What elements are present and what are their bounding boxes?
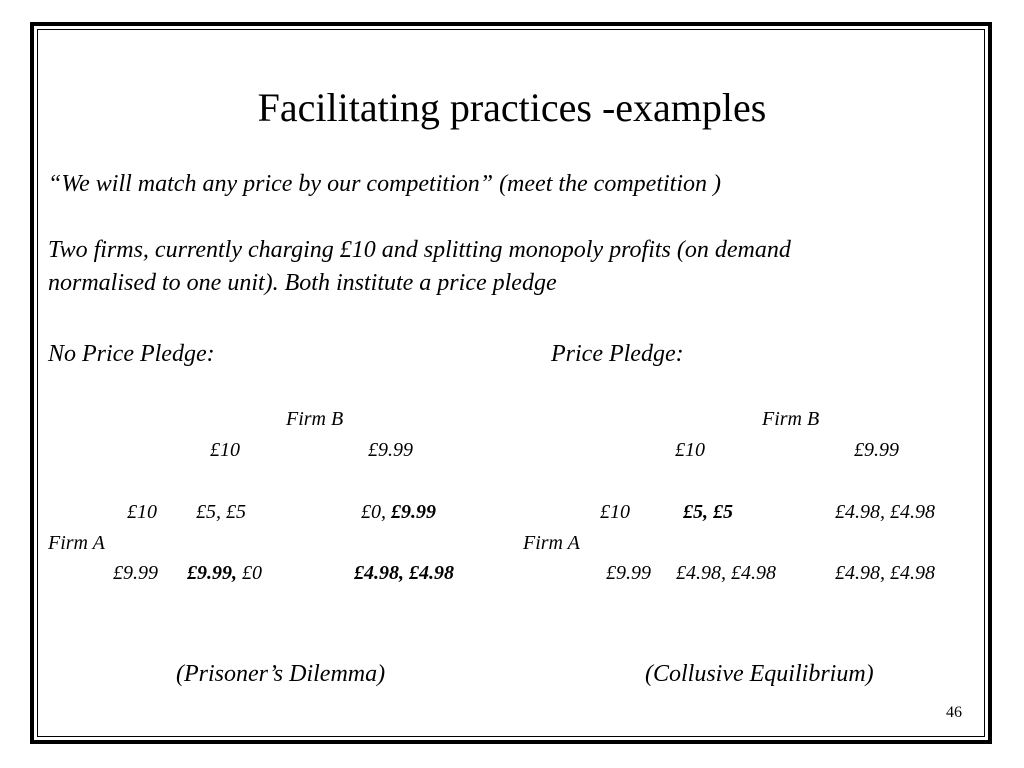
page-number: 46 <box>946 704 962 721</box>
left-col-label-10: £10 <box>210 439 240 461</box>
slide-title: Facilitating practices -examples <box>257 85 767 130</box>
no-pledge-heading: No Price Pledge: <box>48 341 215 367</box>
right-cell-r1c2: £4.98, £4.98 <box>835 501 935 523</box>
pledge-heading: Price Pledge: <box>551 341 684 367</box>
quote-text: “We will match any price by our competition” (meet the competition ) <box>48 171 721 197</box>
left-firm-a-label: Firm A <box>48 532 105 554</box>
left-cell-r1c2: £0, £9.99 <box>361 501 436 523</box>
right-firm-b-label: Firm B <box>762 408 820 430</box>
right-row-label-10: £10 <box>600 501 630 523</box>
left-caption: (Prisoner’s Dilemma) <box>176 661 386 687</box>
left-firm-b-label: Firm B <box>286 408 344 430</box>
right-col-label-999: £9.99 <box>854 439 899 461</box>
body-line-2: normalised to one unit). Both institute a price pledge <box>48 270 557 296</box>
left-row-label-999: £9.99 <box>113 562 158 584</box>
slide-frame-inner <box>37 29 985 737</box>
left-row-label-10: £10 <box>127 501 157 523</box>
left-col-label-999: £9.99 <box>368 439 413 461</box>
body-line-1: Two firms, currently charging £10 and splitting monopoly profits (on demand <box>48 237 791 263</box>
right-caption: (Collusive Equilibrium) <box>645 661 874 687</box>
right-cell-r1c1: £5, £5 <box>683 501 733 523</box>
right-col-label-10: £10 <box>675 439 705 461</box>
left-cell-r2c1: £9.99, £0 <box>187 562 262 584</box>
right-cell-r2c1: £4.98, £4.98 <box>676 562 776 584</box>
left-cell-r2c2: £4.98, £4.98 <box>354 562 454 584</box>
right-cell-r2c2: £4.98, £4.98 <box>835 562 935 584</box>
left-cell-r1c1: £5, £5 <box>196 501 246 523</box>
right-firm-a-label: Firm A <box>523 532 580 554</box>
right-row-label-999: £9.99 <box>606 562 651 584</box>
